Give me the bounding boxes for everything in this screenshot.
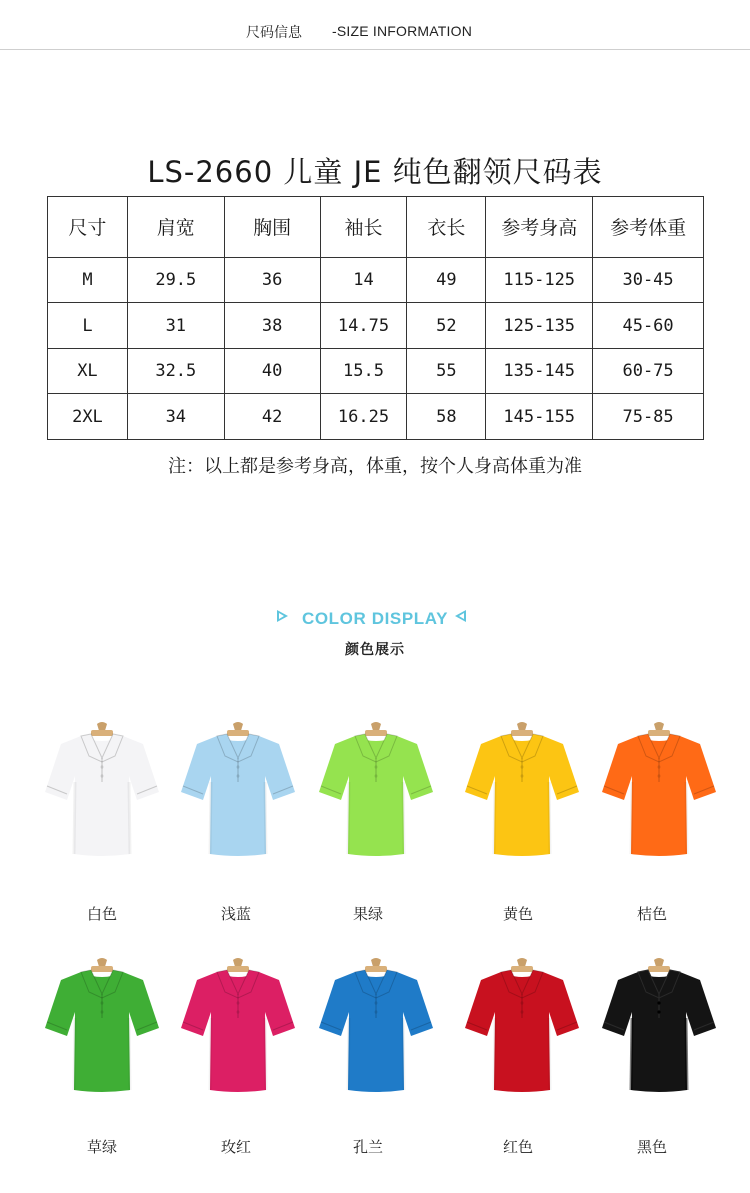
table-cell: 49 [407, 257, 486, 303]
color-display-heading [0, 609, 750, 629]
table-cell: M [48, 257, 128, 303]
size-chart-title: LS-2660 儿童 JE 纯色翻领尺码表 [147, 155, 603, 189]
table-cell: 30-45 [593, 257, 704, 303]
table-cell: 58 [407, 394, 486, 440]
table-header-cell: 参考体重 [593, 197, 704, 258]
polo-shirt-icon [317, 722, 435, 862]
triangle-left-icon [455, 610, 466, 622]
table-cell: 145-155 [486, 394, 593, 440]
table-header-cell: 尺寸 [48, 197, 128, 258]
table-header-cell: 参考身高 [486, 197, 593, 258]
polo-shirt-image [600, 722, 718, 862]
polo-shirt-icon [179, 722, 297, 862]
table-row [48, 257, 704, 303]
triangle-right-icon [277, 610, 288, 622]
color-name-label: 浅蓝 [220, 905, 251, 923]
table-header-cell: 衣长 [407, 197, 486, 258]
table-cell: 32.5 [127, 348, 224, 394]
table-cell: 75-85 [593, 394, 704, 440]
table-header-row [48, 197, 704, 258]
table-cell: 36 [224, 257, 320, 303]
polo-shirt-icon [600, 722, 718, 862]
color-name-label: 玫红 [220, 1138, 251, 1156]
polo-shirt-icon [463, 722, 581, 862]
header-title-cn: 尺码信息 [246, 25, 302, 41]
polo-shirt-image [179, 958, 297, 1098]
table-cell: 38 [224, 303, 320, 349]
table-cell: 45-60 [593, 303, 704, 349]
color-name-label: 桔色 [636, 905, 667, 923]
polo-shirt-icon [463, 958, 581, 1098]
table-header-cell: 肩宽 [127, 197, 224, 258]
table-cell: 29.5 [127, 257, 224, 303]
polo-shirt-icon [43, 958, 161, 1098]
polo-shirt-image [317, 958, 435, 1098]
table-cell: 125-135 [486, 303, 593, 349]
color-display-subtitle: 颜色展示 [345, 642, 405, 658]
table-cell: L [48, 303, 128, 349]
color-name-label: 白色 [86, 905, 117, 923]
polo-shirt-icon [43, 722, 161, 862]
table-header-cell: 袖长 [320, 197, 407, 258]
polo-shirt-image [179, 722, 297, 862]
table-cell: 42 [224, 394, 320, 440]
table-cell: 14 [320, 257, 407, 303]
polo-shirt-icon [317, 958, 435, 1098]
polo-shirt-image [463, 958, 581, 1098]
color-name-label: 黄色 [502, 905, 533, 923]
table-row [48, 394, 704, 440]
color-name-label: 草绿 [86, 1138, 117, 1156]
table-cell: 15.5 [320, 348, 407, 394]
table-cell: XL [48, 348, 128, 394]
polo-shirt-icon [179, 958, 297, 1098]
top-header-bar [0, 0, 750, 50]
table-cell: 14.75 [320, 303, 407, 349]
table-row [48, 348, 704, 394]
color-display-title: COLOR DISPLAY [301, 609, 449, 628]
polo-shirt-image [43, 958, 161, 1098]
size-table [47, 196, 704, 440]
table-row [48, 303, 704, 349]
table-cell: 52 [407, 303, 486, 349]
table-cell: 55 [407, 348, 486, 394]
polo-shirt-image [317, 722, 435, 862]
color-name-label: 红色 [502, 1138, 533, 1156]
table-cell: 115-125 [486, 257, 593, 303]
table-cell: 60-75 [593, 348, 704, 394]
table-cell: 34 [127, 394, 224, 440]
polo-shirt-image [43, 722, 161, 862]
table-cell: 16.25 [320, 394, 407, 440]
color-name-label: 果绿 [352, 905, 383, 923]
table-cell: 31 [127, 303, 224, 349]
polo-shirt-icon [600, 958, 718, 1098]
table-cell: 40 [224, 348, 320, 394]
header-title-en: -SIZE INFORMATION [332, 23, 473, 39]
polo-shirt-image [463, 722, 581, 862]
color-name-label: 黑色 [636, 1138, 667, 1156]
table-header-cell: 胸围 [224, 197, 320, 258]
table-cell: 135-145 [486, 348, 593, 394]
size-note: 注：以上都是参考身高，体重，按个人身高体重为准 [168, 456, 582, 477]
polo-shirt-image [600, 958, 718, 1098]
table-cell: 2XL [48, 394, 128, 440]
color-name-label: 孔兰 [352, 1138, 383, 1156]
